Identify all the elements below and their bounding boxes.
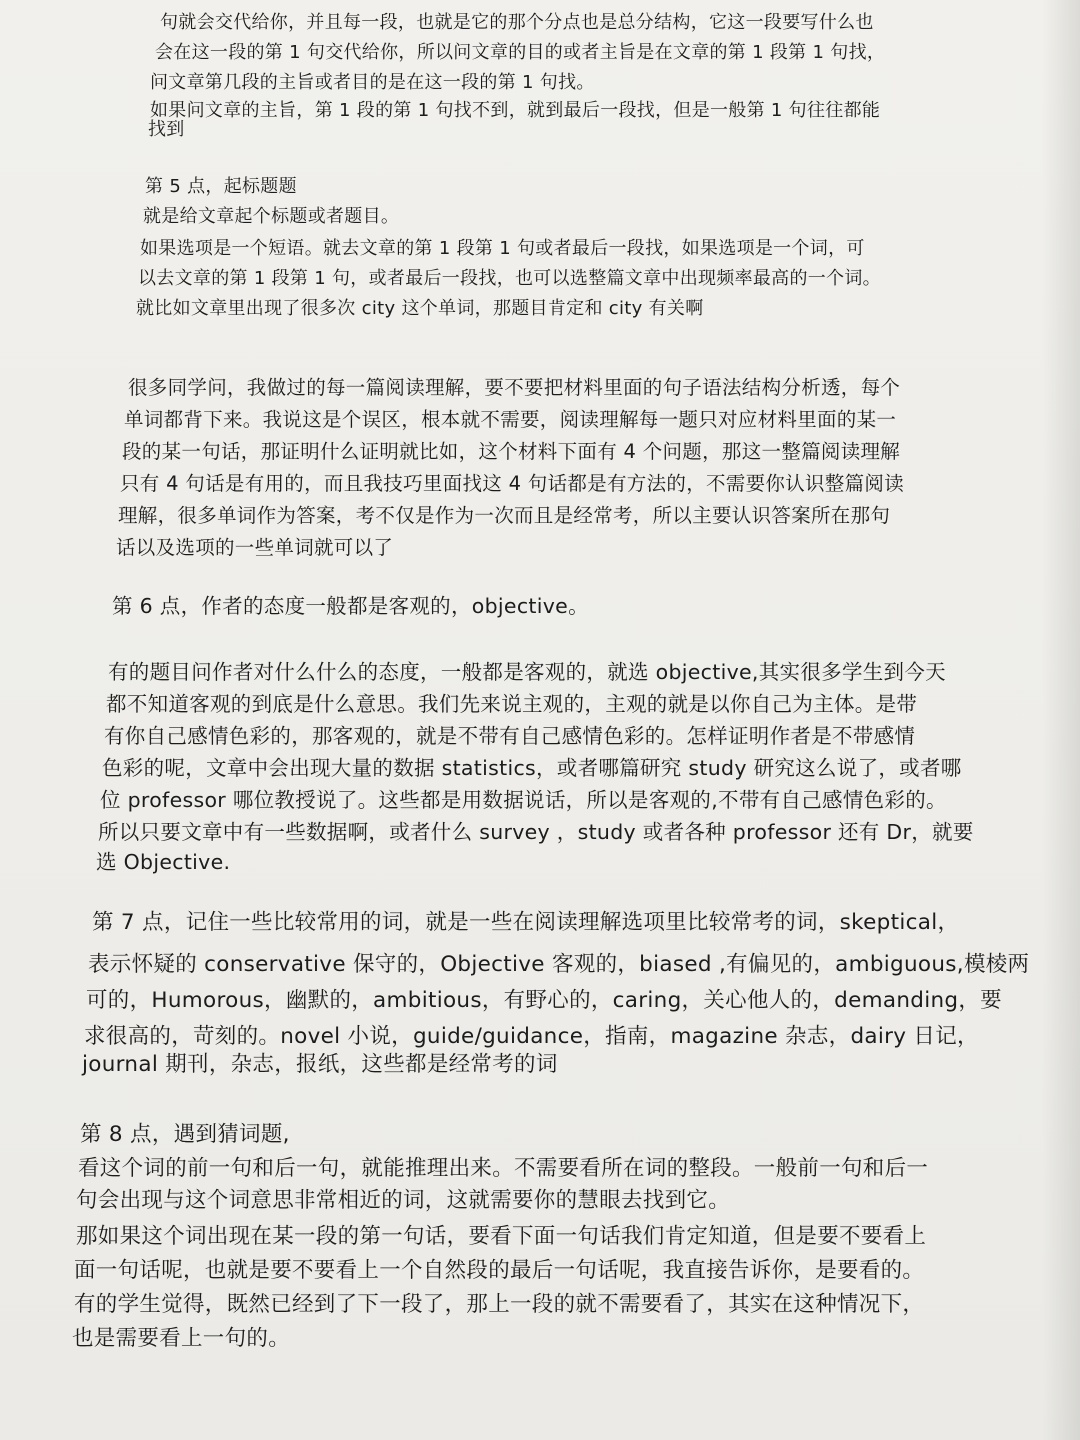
point-5-heading: 第 5 点，起标题题: [145, 176, 297, 197]
text-line: 很多同学问，我做过的每一篇阅读理解，要不要把材料里面的句子语法结构分析透，每个: [128, 376, 901, 399]
text-line: 看这个词的前一句和后一句，就能推理出来。不需要看所在词的整段。一般前一句和后一: [78, 1156, 929, 1181]
text-line: 求很高的，苛刻的。novel 小说，guide/guidance，指南，magazine 杂志，dairy 日记，: [84, 1024, 979, 1049]
text-line: 单词都背下来。我说这是个误区，根本就不需要，阅读理解每一题只对应材料里面的某一: [124, 408, 897, 431]
text-line: 就是给文章起个标题或者题目。: [143, 206, 400, 227]
point-6-heading: 第 6 点，作者的态度一般都是客观的，objective。: [112, 594, 589, 618]
text-line: 选 Objective.: [96, 850, 231, 874]
text-line: 如果选项是一个短语。就去文章的第 1 段第 1 句或者最后一段找，如果选项是一个词，可: [140, 238, 865, 259]
text-line: 句会出现与这个词意思非常相近的词，这就需要你的慧眼去找到它。: [76, 1188, 731, 1213]
text-line: 段的某一句话，那证明什么证明就比如，这个材料下面有 4 个问题，那这一整篇阅读理解: [122, 440, 901, 463]
text-line: 话以及选项的一些单词就可以了: [116, 536, 394, 559]
text-line: 问文章第几段的主旨或者目的是在这一段的第 1 句找。: [150, 72, 595, 93]
text-line: 所以只要文章中有一些数据啊，或者什么 survey ，study 或者各种 professor 还有 Dr，就要: [98, 820, 974, 844]
point-8-heading: 第 8 点，遇到猜词题,: [80, 1122, 290, 1147]
text-line: 那如果这个词出现在某一段的第一句话，要看下面一句话我们肯定知道，但是要不要看上: [76, 1224, 927, 1249]
text-line: 句就会交代给你，并且每一段，也就是它的那个分点也是总分结构，它这一段要写什么也: [160, 12, 874, 33]
text-line: 找到: [148, 119, 185, 140]
text-line: 会在这一段的第 1 句交代给你，所以问文章的目的或者主旨是在文章的第 1 段第 1 句找，: [155, 42, 886, 63]
text-line: 只有 4 句话是有用的，而且我技巧里面找这 4 句话都是有方法的，不需要你认识整篇阅读: [120, 472, 905, 495]
text-line: 如果问文章的主旨，第 1 段的第 1 句找不到，就到最后一段找，但是一般第 1 句往往都能: [150, 100, 881, 121]
text-line: 就比如文章里出现了很多次 city 这个单词，那题目肯定和 city 有关啊: [136, 298, 704, 319]
text-line: 有的题目问作者对什么什么的态度，一般都是客观的，就选 objective,其实很多学生到今天: [108, 660, 946, 684]
text-line: 表示怀疑的 conservative 保守的，Objective 客观的，biased ,有偏见的，ambiguous,模棱两: [88, 952, 1030, 977]
text-line: 可的，Humorous，幽默的，ambitious，有野心的，caring，关心他人的，demanding，要: [86, 988, 1002, 1013]
text-line: 都不知道客观的到底是什么意思。我们先来说主观的，主观的就是以你自己为主体。是带: [106, 692, 918, 716]
text-line: 位 professor 哪位教授说了。这些都是用数据说话，所以是客观的,不带有自己感情色彩的。: [100, 788, 947, 812]
text-line: 有你自己感情色彩的，那客观的，就是不带有自己感情色彩的。怎样证明作者是不带感情: [104, 724, 916, 748]
text-line: 面一句话呢，也就是要不要看上一个自然段的最后一句话呢，我直接告诉你，是要看的。: [74, 1258, 925, 1283]
text-line: journal 期刊，杂志，报纸，这些都是经常考的词: [82, 1052, 558, 1077]
point-7-heading: 第 7 点，记住一些比较常用的词，就是一些在阅读理解选项里比较常考的词，skeptical，: [92, 910, 960, 935]
text-line: 也是需要看上一句的。: [72, 1326, 291, 1351]
text-line: 以去文章的第 1 段第 1 句，或者最后一段找，也可以选整篇文章中出现频率最高的一个词。: [138, 268, 881, 289]
page-edge-shadow: [1042, 0, 1080, 1440]
text-line: 有的学生觉得，既然已经到了下一段了，那上一段的就不需要看了，其实在这种情况下，: [74, 1292, 925, 1317]
text-line: 理解，很多单词作为答案，考不仅是作为一次而且是经常考，所以主要认识答案所在那句: [118, 504, 891, 527]
text-line: 色彩的呢，文章中会出现大量的数据 statistics，或者哪篇研究 study 研究这么说了，或者哪: [102, 756, 962, 780]
